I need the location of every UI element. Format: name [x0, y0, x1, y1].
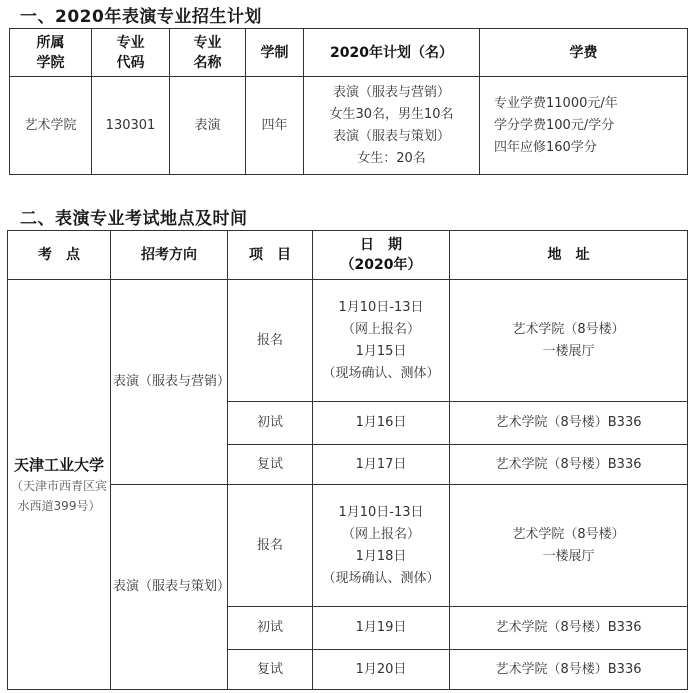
cell-fee: 专业学费11000元/年 学分学费100元/学分 四年应修160学分 — [480, 77, 688, 175]
cell-address: 艺术学院（8号楼）B336 — [450, 650, 688, 690]
cell-address: 艺术学院（8号楼）B336 — [450, 402, 688, 445]
cell-date: 1月17日 — [313, 445, 450, 485]
header-fee: 学费 — [480, 29, 688, 77]
cell-duration: 四年 — [246, 77, 304, 175]
cell-address: 艺术学院（8号楼）B336 — [450, 445, 688, 485]
cell-date: 1月16日 — [313, 402, 450, 445]
header-name: 专业 名称 — [170, 29, 246, 77]
cell-address: 艺术学院（8号楼） 一楼展厅 — [450, 485, 688, 607]
site-address: （天津市西青区宾水西道399号） — [10, 478, 107, 513]
cell-date: 1月10日-13日 （网上报名） 1月15日 （现场确认、测体） — [313, 280, 450, 402]
cell-address: 艺术学院（8号楼） 一楼展厅 — [450, 280, 688, 402]
table-row — [8, 280, 688, 402]
exam-schedule-table — [7, 230, 688, 690]
header-site: 考 点 — [8, 231, 111, 280]
cell-direction-1: 表演（服表与营销） — [111, 280, 228, 485]
cell-address: 艺术学院（8号楼）B336 — [450, 607, 688, 650]
cell-direction-2: 表演（服表与策划） — [111, 485, 228, 690]
cell-item: 报名 — [228, 280, 313, 402]
header-item: 项 目 — [228, 231, 313, 280]
cell-item: 复试 — [228, 650, 313, 690]
header-code: 专业 代码 — [92, 29, 170, 77]
cell-college: 艺术学院 — [10, 77, 92, 175]
cell-item: 初试 — [228, 607, 313, 650]
cell-date: 1月19日 — [313, 607, 450, 650]
header-college: 所属 学院 — [10, 29, 92, 77]
header-direction: 招考方向 — [111, 231, 228, 280]
table-header-row — [10, 29, 688, 77]
cell-item: 报名 — [228, 485, 313, 607]
cell-plan: 表演（服表与营销） 女生30名，男生10名 表演（服表与策划） 女生：20名 — [304, 77, 480, 175]
enrollment-plan-table — [9, 28, 688, 175]
cell-item: 复试 — [228, 445, 313, 485]
site-name: 天津工业大学 — [13, 455, 104, 474]
cell-site — [8, 280, 111, 690]
table-row — [10, 77, 688, 175]
header-date: 日 期 （2020年） — [313, 231, 450, 280]
cell-item: 初试 — [228, 402, 313, 445]
header-address: 地 址 — [450, 231, 688, 280]
header-duration: 学制 — [246, 29, 304, 77]
section1-title: 一、2020年表演专业招生计划 — [20, 7, 262, 27]
cell-date: 1月20日 — [313, 650, 450, 690]
table-header-row — [8, 231, 688, 280]
header-plan: 2020年计划（名） — [304, 29, 480, 77]
cell-name: 表演 — [170, 77, 246, 175]
cell-date: 1月10日-13日 （网上报名） 1月18日 （现场确认、测体） — [313, 485, 450, 607]
cell-code: 130301 — [92, 77, 170, 175]
section2-title: 二、表演专业考试地点及时间 — [20, 209, 248, 229]
